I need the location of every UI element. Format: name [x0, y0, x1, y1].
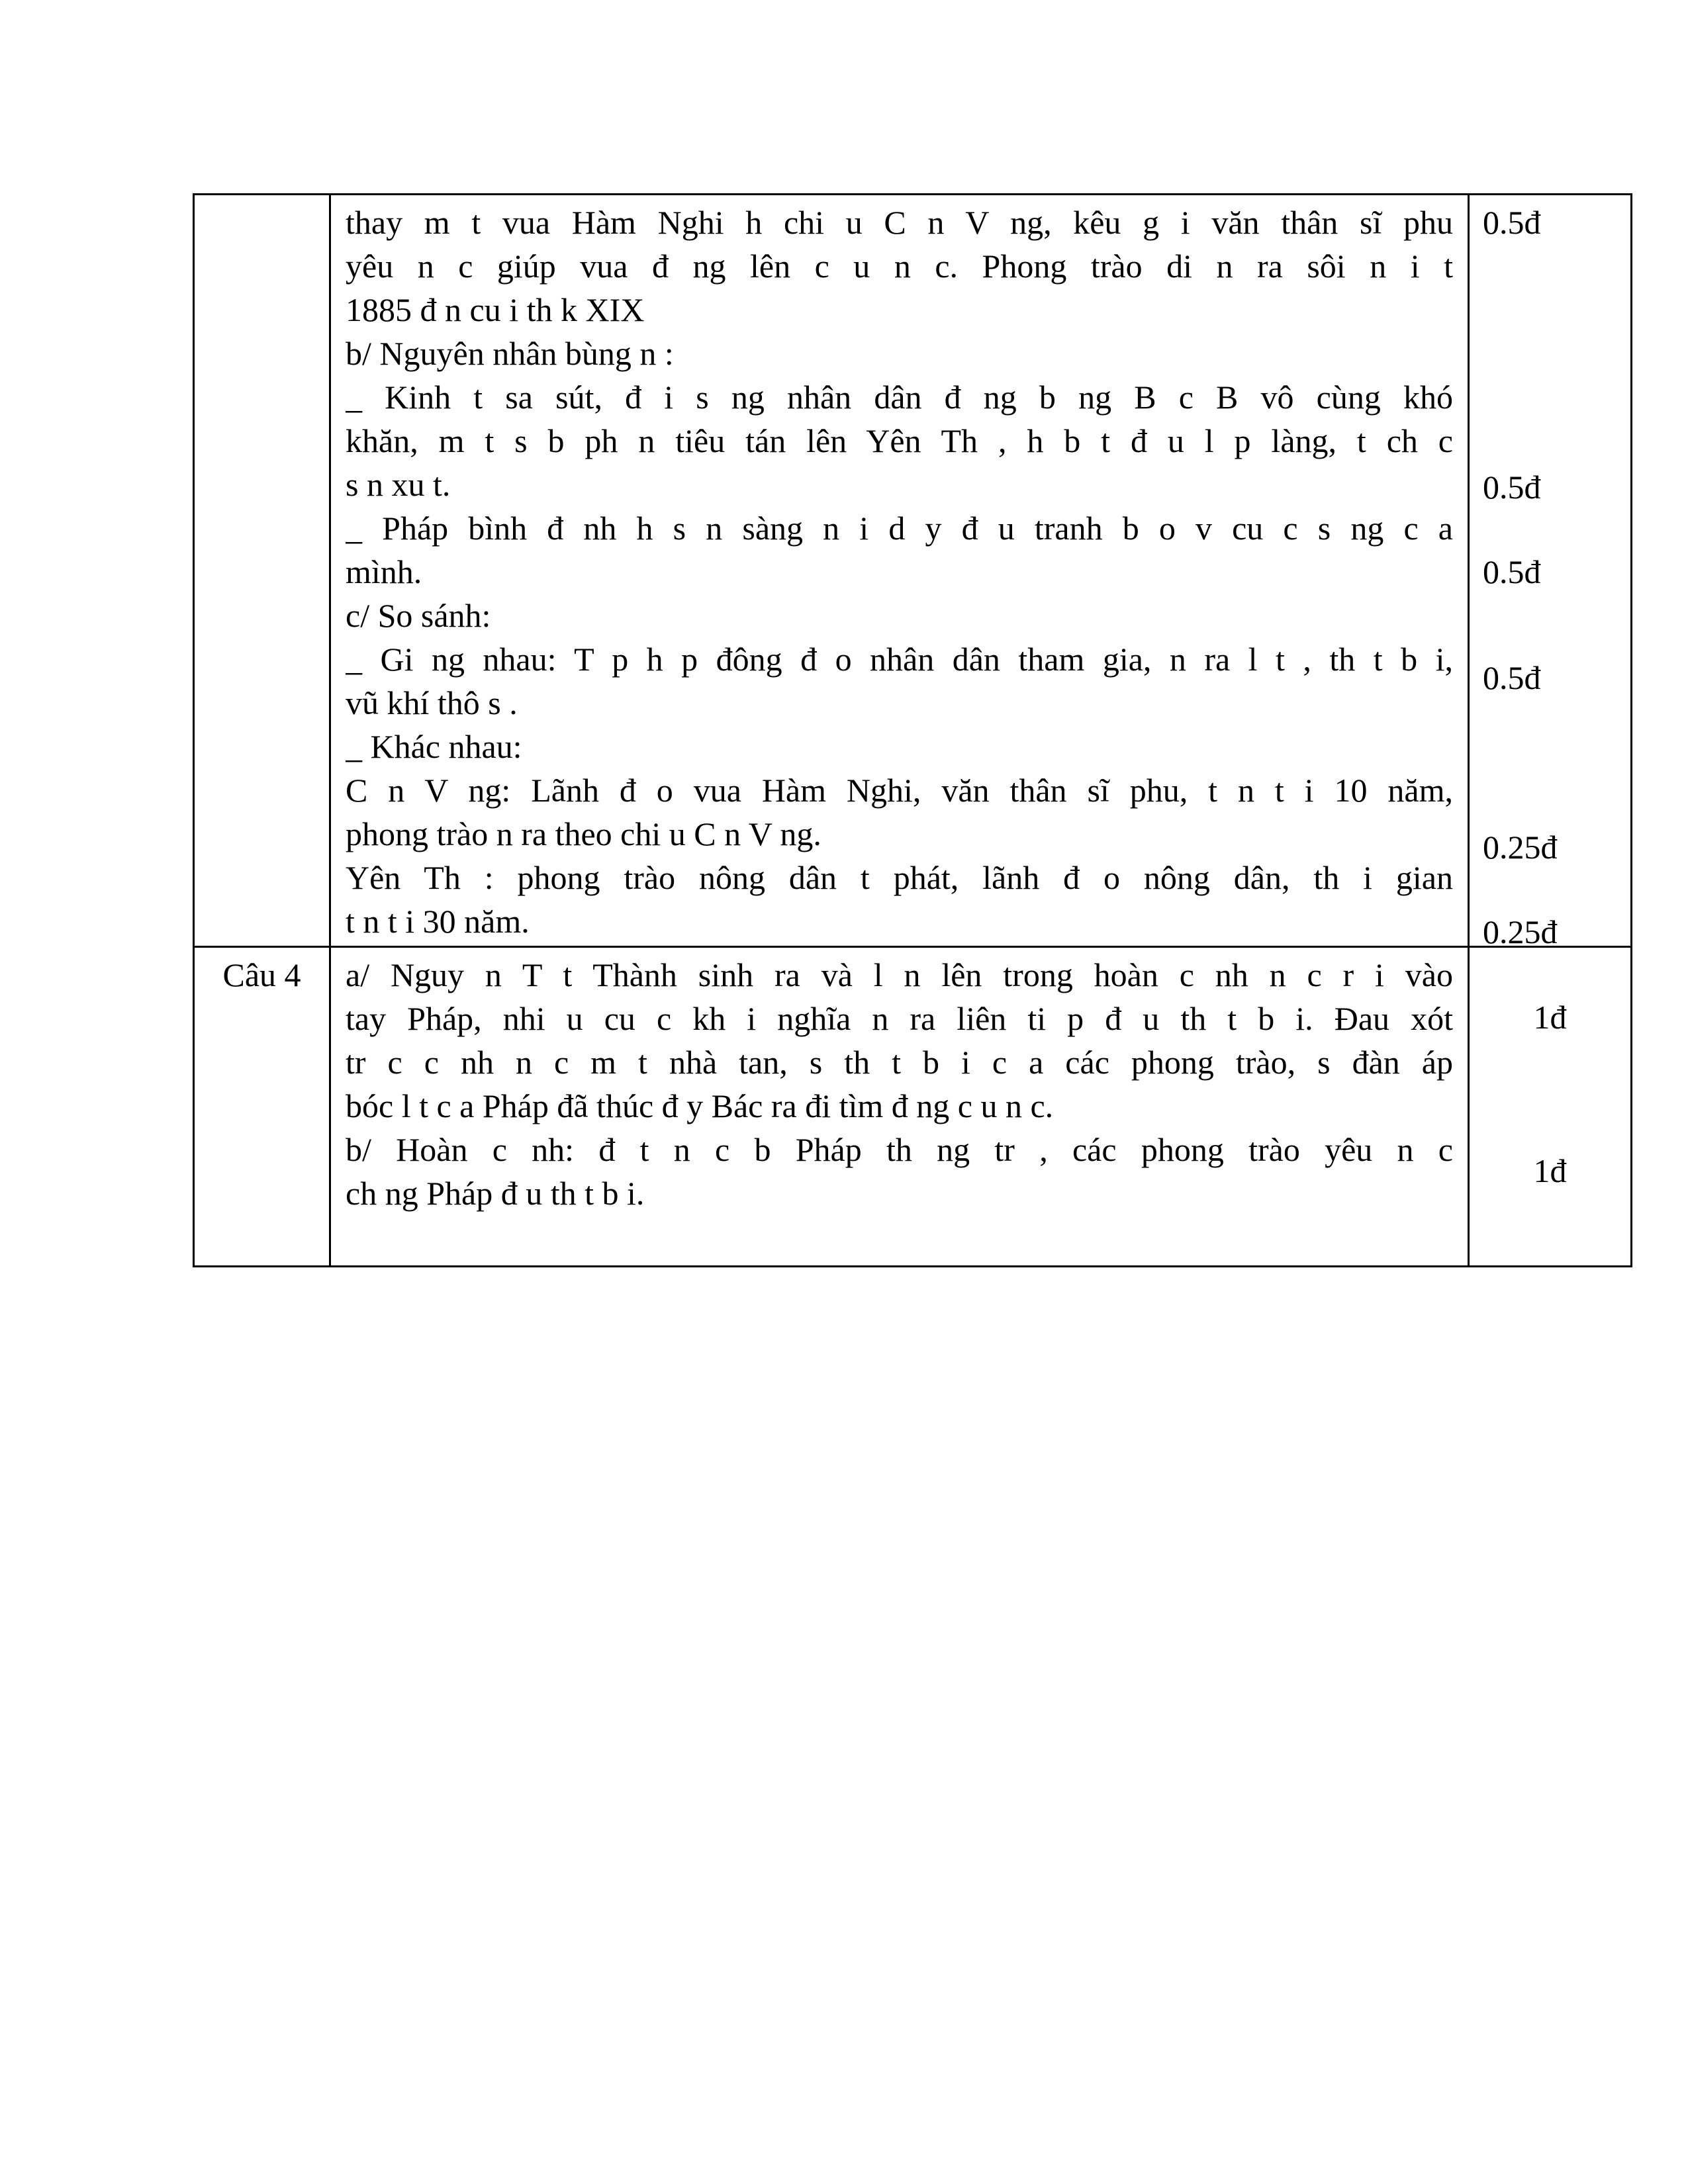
answer-line: 1885 đ n cu i th k XIX	[346, 291, 645, 328]
answer-line: bóc l t c a Pháp đã thúc đ y Bác ra đi tìm đ ng c u n c.	[346, 1087, 1054, 1124]
answer-line: b/ Nguyên nhân bùng n :	[346, 335, 674, 372]
answer-table	[193, 193, 1632, 1267]
score-cell	[1469, 195, 1632, 950]
answer-content-cell	[330, 195, 1469, 947]
score-mark: 0.5đ	[1483, 469, 1541, 506]
question-cell: Câu 4	[194, 947, 330, 1267]
question-cell	[194, 195, 330, 947]
answer-line: c/ So sánh:	[346, 597, 491, 634]
answer-line: tay Pháp, nhi u cu c kh i nghĩa n ra liên ti p đ u th t b i. Đau xót	[346, 1000, 1453, 1037]
score-mark: 0.25đ	[1483, 829, 1558, 866]
answer-line: _ Pháp bình đ nh h s n sàng n i d y đ u tranh b o v cu c s ng c a	[346, 510, 1453, 547]
answer-line: C n V ng: Lãnh đ o vua Hàm Nghi, văn thân sĩ phu, t n t i 10 năm,	[346, 772, 1453, 809]
answer-line: ch ng Pháp đ u th t b i.	[346, 1175, 645, 1212]
answer-line: vũ khí thô s .	[346, 684, 518, 721]
table-row	[194, 947, 1632, 1267]
score-mark: 0.5đ	[1483, 659, 1541, 696]
score-mark: 0.25đ	[1483, 913, 1558, 950]
answer-content-cell	[330, 947, 1469, 1267]
answer-line: tr c c nh n c m t nhà tan, s th t b i c a các phong trào, s đàn áp	[346, 1044, 1453, 1081]
table-row	[194, 195, 1632, 947]
score-mark: 1đ	[1533, 1152, 1567, 1189]
answer-line: _ Khác nhau:	[346, 728, 522, 765]
answer-line: s n xu t.	[346, 466, 451, 503]
answer-line: _ Gi ng nhau: T p h p đông đ o nhân dân tham gia, n ra l t , th t b i,	[346, 641, 1453, 678]
answer-line: b/ Hoàn c nh: đ t n c b Pháp th ng tr , các phong trào yêu n c	[346, 1131, 1453, 1168]
answer-line: t n t i 30 năm.	[346, 903, 530, 940]
answer-line: mình.	[346, 553, 422, 590]
score-cell	[1469, 947, 1632, 1267]
answer-line: thay m t vua Hàm Nghi h chi u C n V ng, kêu g i văn thân sĩ phu	[346, 204, 1453, 241]
answer-line: Yên Th : phong trào nông dân t phát, lãnh đ o nông dân, th i gian	[346, 859, 1453, 896]
answer-line: phong trào n ra theo chi u C n V ng.	[346, 815, 821, 852]
answer-line: _ Kinh t sa sút, đ i s ng nhân dân đ ng b ng B c B vô cùng khó	[346, 379, 1453, 416]
score-mark: 0.5đ	[1483, 553, 1541, 590]
answer-line: khăn, m t s b ph n tiêu tán lên Yên Th , h b t đ u l p làng, t ch c	[346, 422, 1453, 459]
score-mark: 0.5đ	[1483, 204, 1541, 241]
score-mark: 1đ	[1533, 999, 1567, 1036]
answer-line: a/ Nguy n T t Thành sinh ra và l n lên trong hoàn c nh n c r i vào	[346, 956, 1453, 993]
answer-line: yêu n c giúp vua đ ng lên c u n c. Phong trào di n ra sôi n i t	[346, 248, 1453, 285]
